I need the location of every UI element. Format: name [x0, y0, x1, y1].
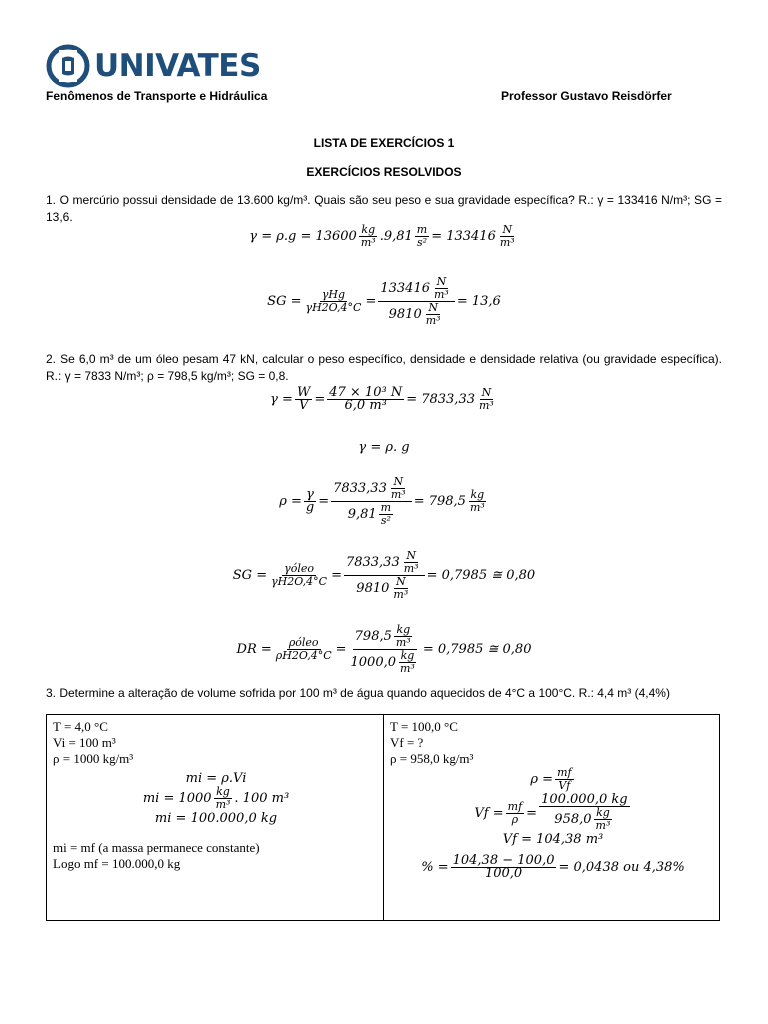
right-volume: Vf = ?: [390, 735, 424, 750]
exercise-2-equation-dr: DR = $\frac{\text{ρóleo}}{\rho H2O,4^\circ C}$ = 798,5 $\frac{kg}{\text{m³}}$ 1000,0 $\frac{kg}{\text{m³}}$ = 0,7985 ≅ 0,80: [236, 623, 532, 675]
course-name: Fenômenos de Transporte e Hidráulica: [46, 89, 268, 103]
logo-wordmark: UNIVATES: [94, 48, 261, 84]
right-temperature: T = 100,0 °C: [390, 719, 458, 734]
exercise-2-equation-relation: γ = ρ. g: [358, 440, 410, 455]
table-divider: [383, 715, 384, 920]
exercise-2-equation-gamma: γ = $\frac{W}{V}$ = $\frac{\text{47 × 10³ N}}{\text{6,0 m³}}$ = 7833,33 $\frac{N}{\text{m³}}$: [270, 385, 494, 413]
right-eq-density-def: ρ = $\frac{mf}{Vf}$: [530, 766, 572, 792]
table-cell-right: [390, 719, 716, 880]
left-mass-final: Logo mf = 100.000,0 kg: [53, 856, 181, 871]
exercise-1-statement: 1. O mercúrio possui densidade de 13.600 kg/m³. Quais são seu peso e sua gravidade específica? R.: γ = 133416 N/m³; SG = 13,6.: [46, 193, 722, 224]
left-eq-mass-def: mi = ρ.Vi: [185, 771, 247, 786]
exercise-2-equation-sg: SG = $\frac{\text{γóleo}}{\gamma H2O,4^\circ C}$ = 7833,33 $\frac{N}{\text{m³}}$ 9810 $\frac{N}{\text{m³}}$ = 0,7985 ≅ 0,80: [232, 549, 536, 601]
professor-name: Professor Gustavo Reisdörfer: [501, 89, 672, 103]
right-eq-volume-result: Vf = 104,38 m³: [502, 832, 604, 847]
left-density: ρ = 1000 kg/m³: [53, 751, 134, 766]
page-subtitle: EXERCÍCIOS RESOLVIDOS: [306, 165, 462, 179]
exercise-2-statement: 2. Se 6,0 m³ de um óleo pesam 47 kN, calcular o peso específico, densidade e densidade relativa (ou gravidade específica). R.: γ = 7833 N/m³; ρ = 798,5 kg/m³; SG = 0,8.: [46, 352, 722, 383]
exercise-3-statement: 3. Determine a alteração de volume sofrida por 100 m³ de água quando aquecidos de 4°C a 100°C. R.: 4,4 m³ (4,4%): [46, 686, 670, 700]
left-volume: Vi = 100 m³: [53, 735, 116, 750]
univates-emblem-icon: [46, 44, 90, 88]
right-eq-percent: % = $\frac{104,38 - 100,0}{100,0}$ = 0,0438 ou 4,38%: [421, 853, 685, 881]
left-eq-mass-calc: mi = 1000 $\frac{kg}{\text{m³}}$ . 100 m³: [142, 785, 290, 811]
table-cell-left: [53, 719, 379, 872]
exercise-1-equation-weight: γ = ρ.g = 13600 $\frac{kg}{\text{m³}}$ .9,81 $\frac{m}{\text{s²}}$ = 133416 $\frac{N}{\text{m³}}$: [249, 223, 515, 249]
page-title: LISTA DE EXERCÍCIOS 1: [313, 136, 455, 150]
left-temperature: T = 4,0 °C: [53, 719, 108, 734]
exercise-3-solution-table: [46, 714, 720, 921]
left-mass-note: mi = mf (a massa permanece constante): [53, 840, 260, 855]
univates-logo: [46, 42, 261, 90]
right-eq-volume-calc: Vf = $\frac{mf}{\rho}$ = 100.000,0 kg 958,0 $\frac{kg}{\text{m³}}$: [474, 792, 628, 832]
right-density: ρ = 958,0 kg/m³: [390, 751, 474, 766]
left-eq-mass-result: mi = 100.000,0 kg: [154, 811, 278, 826]
exercise-1-equation-sg: SG = $\frac{\text{γHg}}{\gamma H2O,4^\circ C}$ = 133416 $\frac{N}{\text{m³}}$ 9810 $\frac{N}{\text{m³}}$ = 13,6: [267, 275, 501, 327]
exercise-2-equation-density: ρ = $\frac{\gamma}{g}$ = 7833,33 $\frac{N}{\text{m³}}$ 9,81 $\frac{m}{\text{s²}}$ = 798,5 $\frac{kg}{\text{m³}}$: [279, 475, 485, 527]
